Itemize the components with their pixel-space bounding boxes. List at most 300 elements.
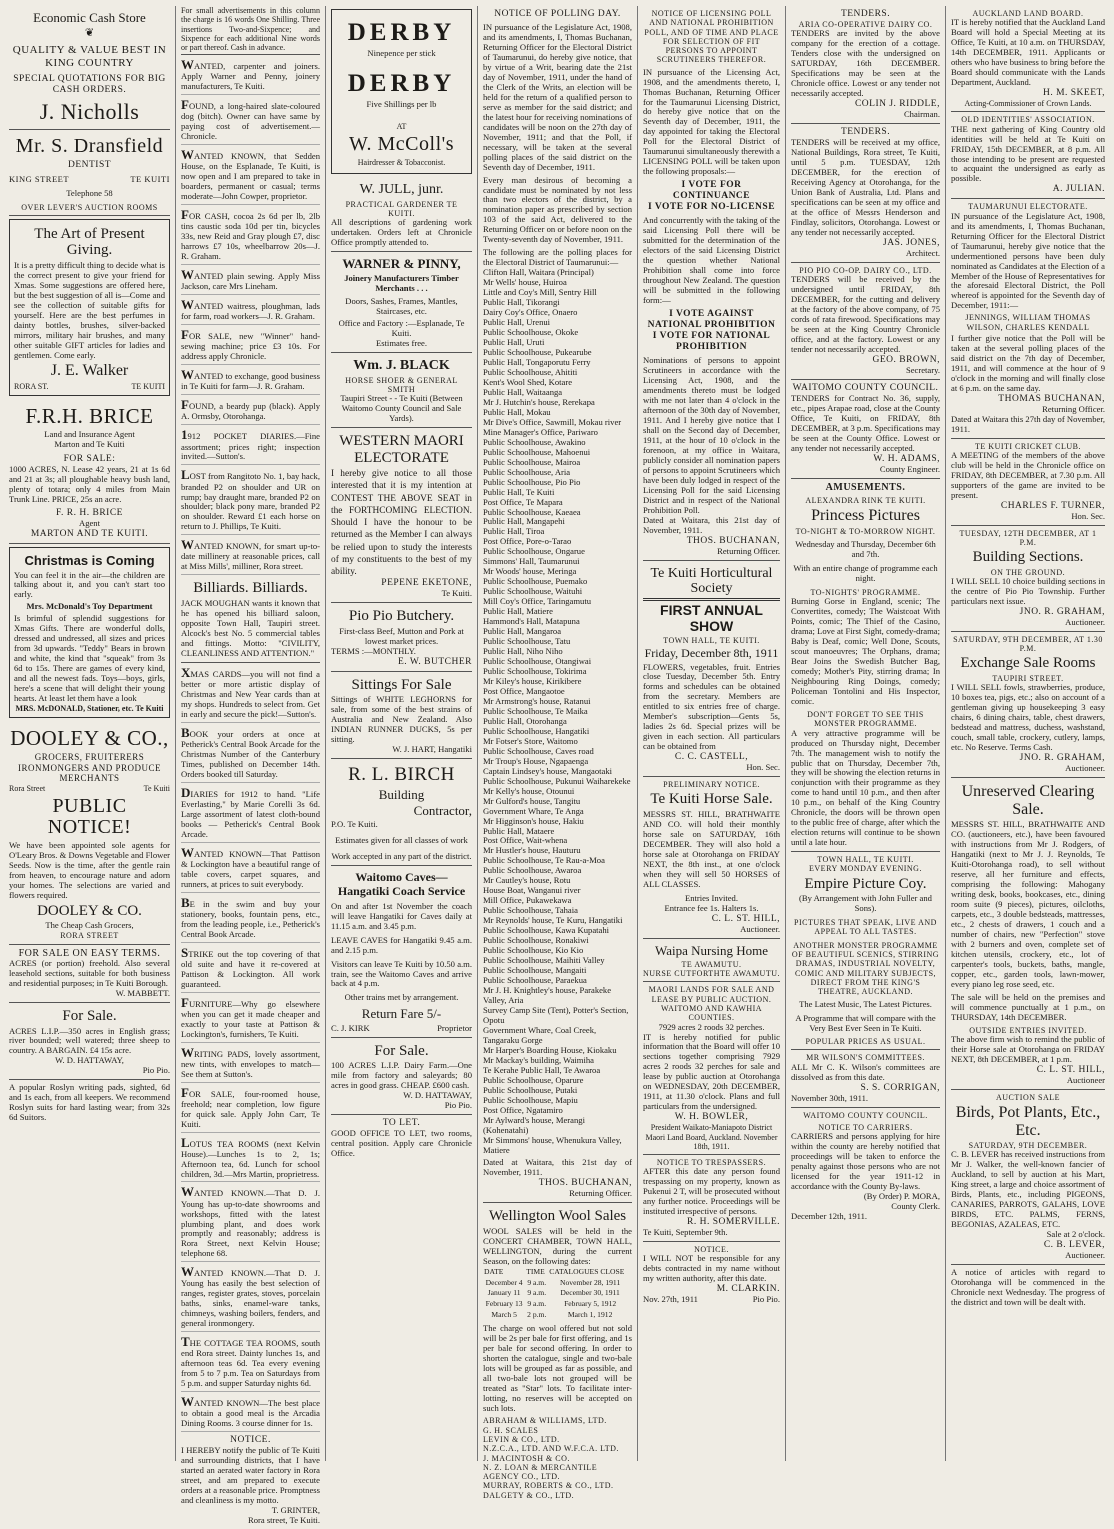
polling-place: Mr Simmons' house, Whenukura Valley, Matiere: [483, 1134, 622, 1155]
economic-cash-store-ad: [9, 6, 170, 130]
brice-name: F.R.H. BRICE: [25, 404, 154, 429]
small-ad-item: FOR SALE, new "Winner" hand-sewing machine; price £3 10s. For address apply Chronicle.: [181, 325, 320, 365]
grinter-signature: T. GRINTER,: [271, 1505, 320, 1516]
dooley-street: Rora Street: [9, 783, 46, 793]
land-board-ad: [951, 6, 1105, 112]
polling-place: Public Schoolhouse, Pukearube: [483, 347, 592, 358]
hort-signature: C. C. CASTELL,: [674, 752, 749, 763]
piopio-signature: GEO. BROWN,: [872, 354, 940, 365]
polling-place: House Boat, Wanganui river: [483, 885, 581, 896]
land-role: Acting-Commissioner of Crown Lands.: [964, 99, 1092, 109]
cricket-role: Hon. Sec.: [1071, 510, 1105, 521]
polling-place: Public Hall, Matiere: [483, 606, 553, 617]
birch-work: Work accepted in any part of the district.: [331, 851, 472, 862]
public-notice-title: PUBLIC NOTICE!: [47, 794, 132, 838]
dooley2-title: DOOLEY & CO.: [37, 902, 142, 919]
wool-cell: March 5: [491, 1309, 517, 1319]
licensing-notice: [643, 6, 780, 561]
polling-places-list: [483, 268, 632, 1155]
horse-title: Te Kuiti Horse Sale.: [650, 791, 773, 808]
brice-ad: [9, 399, 170, 544]
derby-at: AT: [396, 121, 407, 131]
small-ad-item: FOR SALE, four-roomed house, freehold; near completion, low figure for quick sale. Apply John Carr, Te Kuiti.: [181, 1083, 320, 1133]
every-monday: EVERY MONDAY EVENING.: [809, 864, 922, 874]
aria-tenders-ad: [791, 6, 940, 124]
polling-place: Mr Armstrong's house, Ratanui: [483, 695, 591, 706]
wool-firm: MURRAY, ROBERTS & CO., LTD.: [483, 1481, 614, 1491]
western-maori-title: WESTERN MAORI ELECTORATE: [339, 433, 464, 466]
waitomo-body: TENDERS for Contract No. 36, supply, etc., pipes Arapae road, close at the County Office, Te Kuiti, on FRIDAY, 8th DECEMBER, at 3 p.m. Specifications may be seen at the County Office. Lowest or any tender not necessarily accepted.: [791, 392, 940, 453]
maori-lands-ad: [643, 982, 780, 1155]
tolet-title: TO LET.: [382, 1118, 421, 1129]
electorate-title: TAUMARUNUI ELECTORATE.: [968, 202, 1088, 212]
table-row: [483, 1278, 632, 1289]
kirk-signature: C. J. KIRK: [331, 1022, 370, 1033]
mccoll-sub: Hairdresser & Tobacconist.: [357, 158, 446, 168]
small-ad-item: DIARIES for 1912 to hand. "Life Everlasting," by Marie Corelli 3s 6d. Large assortment of latest cloth-bound books — Petherick's Central Book Arcade.: [181, 783, 320, 843]
polling-place: Public Hall, Uruti: [483, 337, 545, 348]
small-ad-item: WANTED to exchange, good business in Te Kuiti for farm—J. R. Graham.: [181, 365, 320, 395]
notice2-date: Nov. 27th, 1911: [643, 1294, 698, 1305]
easy-terms-ad: [9, 945, 170, 1003]
piopio-dairy-ad: [791, 263, 940, 380]
polling-place: Public Hall, Niho Niho: [483, 646, 563, 657]
dentist-street: KING STREET: [9, 173, 70, 184]
polling-place: Mr Dive's Office, Sawmill, Mokau river: [483, 416, 622, 427]
store-special: SPECIAL QUOTATIONS FOR BIG CASH ORDERS.: [13, 73, 166, 95]
brice-body: 1000 ACRES, N. Lease 42 years, 21 at 1s 6d and 21 at 3s; all ploughable heavy bush land, plenty of totara; only 4 miles from Main Trunk Line. PRICE, 25s an acre.: [9, 464, 170, 505]
exchange-sale-ad: [951, 632, 1105, 778]
polling-place: Mr Woods' house, Meringa: [483, 566, 577, 577]
store-name: Economic Cash Store: [33, 10, 146, 25]
exchange-role: Auctioneer.: [1065, 763, 1105, 774]
billiards-body: JACK MOUGHAN wants it known that he has opened his billiard saloon, opposite Town Hall, Taupiri street. Alcock's best No. 5 commercial tables and fittings. Motto: "CIVILITY, CLEANLINESS AND ATTENTION.": [181, 597, 320, 658]
wool-sales-ad: [483, 1203, 632, 1502]
polling-place: Mr Harper's Boarding House, Kiokaku: [483, 1044, 617, 1055]
store-tagline: QUALITY & VALUE BEST IN KING COUNTRY: [12, 44, 167, 69]
small-ad-item: THE COTTAGE TEA ROOMS, south end Rora street. Dainty lunches 1s, and afternoon teas 6d. Tea every evening from 5 to 7 p.m. Tea on Saturdays from 5 p.m. and supper Saturday nights 6d.: [181, 1332, 320, 1392]
tenders1-signature: COLIN J. RIDDLE,: [854, 99, 940, 110]
licensing-title: NOTICE OF LICENSING POLL AND NATIONAL PROHIBITION POLL, AND OF TIME AND PLACE FOR SELECTION OF FIT PERSONS TO APPOINT SCRUTINEERS THEREFOR.: [644, 9, 779, 65]
exchange-date: SATURDAY, 9TH DECEMBER, AT 1.30 P.M.: [953, 634, 1103, 654]
change-line: With an entire change of programme each night.: [793, 563, 938, 584]
cricket-title: TE KUITI CRICKET CLUB.: [975, 441, 1081, 451]
building-sections-ad: [951, 526, 1105, 632]
horticultural-ad: [643, 561, 780, 778]
princess-title: Princess Pictures: [811, 507, 920, 525]
dentist-name: Mr. S. Dransfield: [15, 134, 164, 157]
caves-visitors: Visitors can leave Te Kuiti by 10.50 a.m. train, see the Waitomo Caves and arrive back at 4 p.m.: [331, 958, 472, 989]
black-ad: [331, 353, 472, 428]
mabbett-signature: W. MABBETT.: [115, 988, 170, 999]
wool-body: WOOL SALES will be held in the CONCERT CHAMBER, TOWN HALL, WELLINGTON, during the current Season, on the following dates:: [483, 1225, 632, 1266]
polling-body-3: The following are the polling places for the Electoral District of Taumarunui:—: [483, 247, 632, 268]
wilson-signature: S. S. CORRIGAN,: [860, 1082, 940, 1093]
xmas-body: Is brimful of splendid suggestions for Xmas Gifts. There are wonderful dolls, dressed and undressed, all sizes and prices from 3d upwards. "Teddy" Bears in brown and white, the kind that "squeak" from 3s 6d to 15s. There are games of every kind, and all the newest fads. Toys—boys, girls, here's a scene that will delight their young hearts. At least let them have a look: [14, 613, 165, 704]
warner-sub: Joinery Manufacturers Timber Merchants . . .: [344, 272, 459, 293]
land-title: AUCKLAND LAND BOARD.: [972, 9, 1084, 18]
eketone-signature: PEPENE EKETONE,: [381, 578, 472, 589]
polling-place: Mr Mackay's building, Waimiha: [483, 1054, 594, 1065]
piopio-role: Secretary.: [905, 364, 940, 375]
caves-coach-ad: [331, 866, 472, 1037]
brice-location: Marton and Te Kuiti: [54, 439, 125, 450]
small-ad-item: WANTED KNOWN, that Sedden House, on the Esplanade, Te Kuiti, is now open and I am prepared to take in boarders, permanent or casual; terms moderate—John Cowper, proprietor.: [181, 145, 320, 205]
polling-place: Public Hall, Mataere: [483, 825, 555, 836]
billiards-ad: [181, 575, 320, 662]
column-2: [176, 6, 326, 1526]
sittings-body: Sittings of WHITE LEGHORNS for sale, from some of the best strains of Australia and New Zealand. Also INDIAN RUNNER DUCKS, 5s per sitting.: [331, 694, 472, 744]
polling-place: Mill Office, Pukawekawa: [483, 895, 572, 906]
exchange-title: Exchange Sale Rooms: [960, 655, 1096, 672]
piopio-body: TENDERS will be received by the undersigned until FRIDAY, 8th DECEMBER, for the cutting and delivery at the factory of the above company, of 75 cords of rata firewood. Specifications may be seen at the King Country Chronicle office, and at the factory. Lowest or any tender not necessarily accepted.: [791, 274, 940, 354]
exchange-location: TAUPIRI STREET.: [992, 673, 1064, 683]
closing-note: [951, 1265, 1105, 1311]
maori-lands-signature: W. H. BOWLER,: [674, 1112, 749, 1123]
birch-location: P.O. Te Kuiti.: [331, 819, 378, 830]
sections-date: TUESDAY, 12TH DECEMBER, AT 1 P.M.: [959, 528, 1097, 547]
table-row: [483, 1299, 632, 1310]
dooley-title: DOOLEY & CO.,: [10, 726, 169, 751]
xmas-title: Christmas is Coming: [24, 553, 155, 569]
townhall-line: TOWN HALL, TE KUITI.: [817, 855, 914, 865]
roslyn-ad: [9, 1080, 170, 1126]
warner-ad: [331, 252, 472, 353]
clarkin-notice: [643, 1242, 780, 1308]
tenders1-title: TENDERS.: [840, 9, 891, 19]
sections-title: Building Sections.: [972, 549, 1084, 566]
identities-signature: A. JULIAN.: [1052, 184, 1105, 195]
polling-place: Dairy Coy's Office, Onaero: [483, 307, 578, 318]
jull-sub: PRACTICAL GARDENER TE KUITI.: [345, 199, 458, 219]
tenders2-role: Architect.: [905, 247, 940, 258]
wool-table-header: [483, 1267, 632, 1278]
small-ad-item: FURNITURE—Why go elsewhere when you can get it made cheaper and exactly to your taste at Pattison & Lockington's, furnishers, Te Kuiti.: [181, 993, 320, 1043]
birds-title: Birds, Pot Plants, Etc., Etc.: [955, 1103, 1101, 1139]
polling-place: Public Schoolhouse, Tokirima: [483, 666, 587, 677]
small-ad-item: WANTED KNOWN—That Pattison & Lockington have a beautiful range of table covers, carpet squares, and runners, at prices to suit everybody.: [181, 843, 320, 893]
licensing-role: Returning Officer.: [717, 545, 780, 556]
polling-place: Little and Coy's Mill, Sentry Hill: [483, 287, 597, 298]
tonight-line: TO-NIGHT & TO-MORROW NIGHT.: [795, 527, 936, 536]
small-ad-item: LOTUS TEA ROOMS (next Kelvin House).—Lunches 1s to 2, 1s; Afternoon tea, 6d. Lunch for school children, 3d.—Mrs Martin, proprietress.: [181, 1133, 320, 1183]
small-ad-item: WANTED plain sewing. Apply Miss Jackson, care Mrs Lineham.: [181, 265, 320, 295]
maori-lands-role: President Waikato-Maniapoto District Maori Land Board, Auckland. November 18th, 1911.: [645, 1123, 778, 1151]
wool-cell: February 5, 1912: [564, 1299, 617, 1309]
empire-body: PICTURES THAT SPEAK, LIVE AND APPEAL TO ALL TASTES.: [794, 918, 937, 937]
carriers-body: CARRIERS and persons applying for hire within the county are hereby notified that proceedings will be taken to enforce the penalty against those persons who are not licensed for the year 1911-12 in accordance with the County By-laws.: [791, 1131, 940, 1192]
polling-place: Public Schoolhouse, Tatu: [483, 636, 571, 647]
birds-date: SATURDAY, 9TH DECEMBER.: [968, 1141, 1088, 1151]
polling-place: Public Schoolhouse, Te Maika: [483, 705, 588, 716]
electorate-body-2: I further give notice that the Poll will be taken at the several polling places of the said district on the 7th day of December, 1911, and will commence at the hour of 9 o'clock in the morning and will finally close at 6 p.m. on the same day.: [951, 332, 1105, 393]
tenders2-signature: JAS. JONES,: [883, 237, 940, 248]
polling-place: Public Schoolhouse, Caves road: [483, 745, 594, 756]
polling-place: Mr Kiley's house, Kirikibere: [483, 675, 582, 686]
polling-place: Public Hall, Otorohanga: [483, 715, 567, 726]
polling-place: Public Hall, Tikorangi: [483, 297, 560, 308]
polling-place: Public Schoolhouse, Ongarue: [483, 546, 585, 557]
christmas-ad: [9, 547, 170, 718]
licensing-body-3: Nominations of persons to appoint Scrutineers in accordance with the Licensing Act, 1908, and the amendments thereto must be lodged with me not later than 4 o'clock in the afternoon of the 30th day of November, 1911. And I hereby give notice that I shall on the Second day of December, 1911, at the hour of 10 o'clock in the forenoon, at my office in Waitara, publicly consider all nomination papers of persons to appoint Scrutineers which have been duly lodged in respect of the Licensing Poll for the said Licensing District and in respect of the National Prohibition Poll.: [643, 355, 780, 515]
sittings-signature: W. J. HART, Hangatiki: [392, 743, 472, 754]
column-3: [326, 6, 478, 1461]
wool-cell: November 28, 1911: [560, 1277, 621, 1287]
eketone-location: Te Kuiti.: [441, 588, 472, 599]
polling-place: Public Schoolhouse, Kawa Kupatahi: [483, 925, 610, 936]
polling-place: Public Schoolhouse, Kaeaea: [483, 506, 581, 517]
sittings-ad: [331, 672, 472, 759]
tenders1-role: Chairman.: [903, 109, 940, 120]
polling-place: Public Schoolhouse, Kio Kio: [483, 945, 584, 956]
dooley-ad: [9, 721, 170, 944]
cricket-club-ad: [951, 439, 1105, 526]
polling-place: Mr Gulford's house, Tangitu: [483, 795, 581, 806]
polling-place: Public Schoolhouse, Mahoenui: [483, 446, 591, 457]
clearing-invited: OUTSIDE ENTRIES INVITED.: [969, 1025, 1087, 1035]
licensing-dated: Dated at Waitara, this 21st day of November, 1911.: [643, 514, 780, 535]
polling-place: Mr Hustler's house, Hauturu: [483, 845, 581, 856]
polling-place: Government Whare, Coal Creek, Tangaraku Gorge: [483, 1024, 597, 1045]
forsale3-title: For Sale.: [374, 1042, 429, 1059]
vote-no-license: I VOTE FOR NO-LICENSE: [647, 202, 776, 213]
wilson-date: November 30th, 1911.: [791, 1092, 869, 1103]
jull-ad: [331, 177, 472, 252]
wool-cell: 9 a.m.: [527, 1288, 547, 1298]
programme-title: TO-NIGHTS' PROGRAMME.: [810, 588, 921, 598]
sections-signature: JNO. R. GRAHAM,: [1019, 606, 1105, 617]
electorate-role: Returning Officer.: [1042, 403, 1105, 414]
caves-title: Waitomo Caves—Hangatiki Coach Service: [337, 870, 466, 898]
polling-place: Public Hall, Mangapehi: [483, 516, 565, 527]
polling-signature: THOS. BUCHANAN,: [538, 1178, 632, 1189]
waitomo-title: WAITOMO COUNTY COUNCIL.: [792, 382, 939, 393]
cricket-signature: CHARLES F. TURNER,: [1000, 500, 1105, 511]
waitomo-role: County Engineer.: [879, 463, 940, 474]
derby-price-2: Five Shillings per lb: [366, 98, 437, 109]
polling-place: Mr Troup's House, Ngapaenga: [483, 755, 589, 766]
polling-place: Government Whare, Te Anga: [483, 805, 584, 816]
clearing-body-2: The sale will be held on the premises and will commence punctually at 1 p.m., on THURSDAY, 14th DECEMBER.: [951, 991, 1105, 1022]
polling-place: Public Schoolhouse, Mairoa: [483, 456, 581, 467]
butchery-title: Pio Pio Butchery.: [348, 608, 455, 625]
nursing-location: TE AWAMUTU.: [681, 959, 742, 969]
vote-continuance: I VOTE FOR CONTINUANCE: [672, 180, 751, 202]
horse-entries: Entries Invited.: [685, 892, 738, 903]
polling-place: Mr J. H. Knightley's house, Parakeke Valley, Aria: [483, 985, 612, 1005]
derby-heading-2: DERBY: [347, 69, 456, 97]
dooley2-sub: The Cheap Cash Grocers,: [45, 920, 134, 931]
exchange-body: I WILL SELL fowls, strawberries, produce, 10 boxes tea, pigs, etc.; also on account of a gentleman giving up housekeeping 3 easy chairs, 6 dining chairs, table, chest drawers, bedstead and mattress, duchess, washstand, couch, small table, crockery, cutlery, lamps, etc. No Reserve. Terms Cash.: [951, 682, 1105, 753]
polling-place: Public Schoolhouse, Pukunui Waiharekeke: [483, 775, 631, 786]
trespass-title: NOTICE TO TRESPASSERS.: [656, 1158, 767, 1168]
closing-body: A notice of articles with regard to Otorohanga will be commenced in the Chronicle next Wednesday. The progress of the district and town will be dealt with.: [951, 1267, 1105, 1308]
wool-cell: 9 a.m.: [527, 1299, 547, 1309]
forsale-title: For Sale.: [62, 1008, 117, 1024]
horse-role: Auctioneer.: [740, 923, 780, 934]
nicholls-name: J. Nicholls: [39, 98, 140, 124]
polling-place: Post Office, Mangaotoe: [483, 685, 565, 696]
notice2-signature: M. CLARKIN.: [716, 1284, 780, 1295]
small-ad-item: XMAS CARDS—you will not find a better or more artistic display of Christmas and New Year cards than at my shops. Hundreds to select from. Get in early and secure the pick!—Sutton's.: [181, 663, 320, 723]
wool-cell: February 13: [485, 1299, 523, 1309]
tenders1-body: TENDERS are invited by the above company for the erection of a cottage. Tenders close with the undersigned on SATURDAY, 16th DECEMBER. Specifications may be seen at the Chronicle office. Lowest or any tender not necessarily accepted.: [791, 28, 940, 99]
nursing-nurse: NURSE CUTFORTH: [643, 969, 720, 979]
polling-place: Public Hall, Tongaporutu Ferry: [483, 356, 591, 367]
polling-place: Public Hall, Mangaroa: [483, 626, 562, 637]
polling-place: Mr Reynolds' house, Te Kuru, Hangatiki: [483, 915, 623, 926]
polling-body-2: Every man desirous of becoming a candidate must be nominated by not less than two electors of the district, by a nomination paper as prescribed by section 103 of the said Act, delivered to the Returning Officer on or before noon on the Twenty-seventh day of November, 1911.: [483, 174, 632, 245]
polling-place: Mr Higginson's house, Hakiu: [483, 815, 584, 826]
table-row: [483, 1310, 632, 1321]
empire-title: Empire Picture Coy.: [804, 875, 927, 892]
polling-title: NOTICE OF POLLING DAY.: [494, 9, 621, 19]
dentist-ad: [9, 130, 170, 216]
grinter-location: Rora street, Te Kuiti.: [247, 1515, 320, 1526]
polling-place: Mr Kelly's house, Otounui: [483, 785, 575, 796]
hort-date: Friday, December 8th, 1911: [644, 646, 779, 661]
western-maori-body: I hereby give notice to all those interested that it is my intention at CONTEST THE ABOVE SEAT in the FORTHCOMING ELECTION. Should I have the honour to be returned as the Member I can always be relied upon to study the interests of my constituents to the best of my ability.: [331, 469, 472, 577]
empire-body-2: ANOTHER MONSTER PROGRAMME OF BEAUTIFUL SCENICS, STIRRING DRAMAS, INDUSTRIAL NOVELTY, COMIC AND MILITARY SUBJECTS, DIRECT FROM THE KING'S THEATRE, AUCKLAND.: [791, 940, 940, 997]
small-ad-item: LOST from Rangitoto No. 1, bay hack, branded P2 on shoulder and UR on rump; bay draught mare, branded P2 on shoulder; black pony mare, branded P2 on shoulder. Reward £1 each horse on return to J. Phillips, Te Kuiti.: [181, 465, 320, 535]
roslyn-body: A popular Roslyn writing pads, sighted, 6d and 1s each, from all keepers. We recommend Roslyn suits for hard lasting wear; from 32s 6d Suitors.: [9, 1082, 170, 1123]
xmas-intro: You can feel it in the air—the children are talking about it, and you can't start too early.: [14, 569, 165, 600]
maori-lands-acres: 7929 acres 2 roods 32 perches.: [658, 1021, 765, 1032]
polling-place: Public Schoolhouse, Waituhi: [483, 586, 583, 597]
small-ad-item: BOOK your orders at once at Petherick's Central Book Arcade for the Christmas Number of the Canterbury Times, published on December 14th. Orders booked till Saturday.: [181, 723, 320, 783]
derby-heading-1: DERBY: [347, 19, 456, 46]
programme-body: Burning Gorse in England, scenic; The Convertites, comedy; The Waistcoat With Points, comic; The Thief of the Casino, drama; Love at First Sight, comedy-drama; Baby is Deaf, comic; Well Done, Scouts, scout manoeuvres; The Orphans, drama; Bear Joins the Swedish Butcher Bag, comedy; Mother's Pity, stirring drama; In Neighbouring Ring Doings, comedy; Policeman Tontolini and His Inspector, comic.: [791, 596, 940, 707]
polling-place: Public Hall, Te Kuiti: [483, 486, 555, 497]
gift-title: The Art of Present Giving.: [34, 225, 145, 259]
polling-place: Public Schoolhouse, Aria: [483, 466, 571, 477]
small-ads-list: [181, 55, 320, 575]
birch-estimates: Estimates given for all classes of work: [335, 835, 468, 846]
maori-lands-title: MAORI LANDS FOR SALE AND LEASE BY PUBLIC AUCTION.: [648, 985, 775, 1004]
tenders1-sub: ARIA CO-OPERATIVE DAIRY CO.: [798, 20, 933, 30]
clearing-title: Unreserved Clearing Sale.: [961, 782, 1095, 818]
hort-title: Te Kuiti Horticultural Society: [650, 565, 773, 596]
maori-lands-sub: WAITOMO AND KAWHIA COUNTIES.: [660, 1004, 763, 1023]
polling-place: Post Office, Ngatamiro: [483, 1104, 563, 1115]
black-sub: HORSE SHOER & GENERAL SMITH: [345, 375, 458, 395]
smallads-note: For small advertisements in this column the charge is 16 words One Shilling. Three insertions Two-and-Sixpence; and Sixpence for each additional Nine words or part thereof. Cash in advance.: [181, 6, 320, 55]
dentist-town: TE KUITI: [130, 173, 170, 184]
warner-estimates: Estimates free.: [375, 338, 428, 349]
forsale-ad-col1: [9, 1003, 170, 1080]
column-5: [638, 6, 786, 1461]
dont-forget: DON'T FORGET TO SEE THIS MONSTER PROGRAMME.: [807, 710, 924, 729]
waitomo-council-ad: [791, 380, 940, 479]
tenders2-body: TENDERS will be received at my office, National Buildings, Rora street, Te Kuiti, until 5 p.m. TUESDAY, 12th DECEMBER, for the erection of Receiving Agency at Otorohanga, for the Union Bank of Australia, Ltd. Plans and specifications can be seen at my office and at the office of Messrs Henderson and Findlay, solicitors, Otorohanga. Lowest or any tender not necessarily accepted.: [791, 137, 940, 237]
derby-price-1: Ninepence per stick: [367, 48, 436, 58]
clearing-sale-ad: [951, 778, 1105, 1090]
licensing-body-2: And concurrently with the taking of the said Licensing Poll there will be submitted for the determination of the electors of the said Licensing District the question whether National Prohibition shall come into force throughout New Zealand. The question will be submitted in the following form:—: [643, 215, 780, 306]
wilson-body: ALL Mr C. K. Wilson's committees are dissolved as from this date.: [791, 1061, 940, 1082]
birch-ad: [331, 759, 472, 866]
table-row: [483, 1288, 632, 1299]
small-ad-item: WRITING PADS, lovely assortment, new tints, with envelopes to match—See them at Sutton's.: [181, 1043, 320, 1083]
nursing-title: Waipa Nursing Home: [654, 942, 769, 958]
horse-signature: C. L. ST. HILL,: [711, 913, 780, 924]
mccoll-name: W. McColl's: [348, 133, 455, 156]
small-ad-item: BE in the swim and buy your stationery, books, fountain pens, etc., from the leading people, i.e., Petherick's Central Book Arcade.: [181, 893, 320, 943]
nursing-home-ad: [643, 939, 780, 983]
butchery-terms: TERMS :—MONTHLY.: [331, 645, 416, 656]
tolet-body: GOOD OFFICE TO LET, two rooms, central position. Apply care Chronicle Office.: [331, 1128, 472, 1158]
polling-place: Mr Wells' house, Huiroa: [483, 277, 567, 288]
piopio-title: PIO PIO CO-OP. DAIRY CO., LTD.: [799, 265, 932, 275]
waitomo-signature: W. H. ADAMS,: [873, 453, 940, 464]
carriers-signature: (By Order) P. MORA,: [863, 1191, 940, 1202]
grinter-notice: [181, 1432, 320, 1529]
notice2-title: NOTICE.: [694, 1245, 729, 1255]
hort-role: Hon. Sec.: [746, 762, 780, 773]
small-ad-item: WANTED, carpenter and joiners. Apply Warner and Penny, joinery manufacturers, Te Kuiti.: [181, 55, 320, 95]
polling-place: Public Schoolhouse, Paraekua: [483, 975, 587, 986]
forsale-ad-col3: [331, 1038, 472, 1115]
birch-sub-2: Contractor,: [413, 803, 472, 819]
polling-place: Public Schoolhouse, Putaki: [483, 1084, 578, 1095]
small-ad-item: FOR CASH, cocoa 2s 6d per lb, 2lb tins caustic soda 10d per tin, bicycles 33s, new Reid and Gray plough £7, disc harrows £7 10s, wheelbarrow 20s—J. R. Graham.: [181, 205, 320, 265]
polling-place: Public Schoolhouse, Otangiwai: [483, 656, 592, 667]
wool-header-cell: TIME: [526, 1266, 545, 1276]
hattaway-signature: W. D. HATTAWAY,: [55, 1055, 124, 1066]
small-ad-item: WANTED KNOWN—The best place to obtain a good meal is the Arcadia Dining Rooms. 3 course dinner for 1s.: [181, 1392, 320, 1432]
polling-place: Public Hall, Mokau: [483, 406, 551, 417]
polling-place: Captain Lindsey's house, Mangaotaki: [483, 765, 612, 776]
wool-firms-list: [483, 1416, 632, 1499]
land-signature: H. M. SKEET,: [1042, 88, 1105, 99]
wool-cell: December 30, 1911: [560, 1288, 620, 1298]
polling-dated: Dated at Waitara, this 21st day of November, 1911.: [483, 1157, 632, 1178]
wool-cell: 9 a.m.: [527, 1277, 547, 1287]
birds-body: C. B. LEVER has received instructions from Mr J. Walker, the well-known fancier of Auckland, to sell by auction at his Mart, King street, a large and choice assortment of Birds, Plants, etc., including PIGEONS, CANARIES, PARROTS, GALAHS, LOVE BIRDS, ETC. PALMS, FERNS, BEGONIAS, AZALEAS, ETC.: [951, 1149, 1105, 1230]
wed-thu-line: Wednesday and Thursday, December 6th and 7th.: [795, 539, 936, 560]
small-ad-item: 1912 POCKET DIARIES.—Fine assortment; prices right; inspection invited.—Sutton's.: [181, 425, 320, 465]
licensing-signature: THOS. BUCHANAN,: [686, 535, 780, 546]
polling-place: Mine Manager's Office, Pariwaro: [483, 426, 598, 437]
jull-body: All descriptions of gardening work undertaken. Orders left at Chronicle Office promptly attended to.: [331, 217, 472, 248]
amusements-title: AMUSEMENTS.: [825, 481, 906, 493]
small-ad-item: STRIKE out the top covering of that old suite and have it re-covered at Pattison & Lockington. All work guaranteed.: [181, 943, 320, 993]
small-ads-list-2: [181, 663, 320, 1433]
dooley-town: Te Kuiti: [143, 783, 170, 793]
butchery-signature: E. W. BUTCHER: [397, 656, 472, 667]
walker-town: TE KUITI: [131, 382, 165, 392]
identities-body: THE next gathering of King Country old identities will be held at Te Kuiti on FRIDAY, 15th DECEMBER, at 8 p.m. All those intending to be present are requested to acquaint the undersigned as early as possible.: [951, 123, 1105, 184]
notice2-location: Pio Pio.: [752, 1294, 780, 1305]
small-ad-item: WANTED KNOWN, for smart up-to-date millinery at reasonable prices, call at Miss Mills', milliner, Rora street.: [181, 535, 320, 575]
polling-place: Public Hall, Waitaanga: [483, 386, 563, 397]
birds-role: Auctioneer.: [1065, 1250, 1105, 1261]
caves-other: Other trains met by arrangement.: [344, 992, 459, 1003]
polling-place: Public Schoolhouse, Te Rau-a-Moa: [483, 855, 605, 866]
column-6: [786, 6, 946, 1461]
easy-terms-body: ACRES (or portion) freehold. Also several leasehold sections, suitable for both business and residential purposes; in Te Kuiti Borough.: [9, 958, 170, 989]
polling-place: Mr Fotser's Store, Waitomo: [483, 735, 578, 746]
polling-place: Public Schoolhouse, Ahititi: [483, 366, 578, 377]
exchange-signature: JNO. R. GRAHAM,: [1019, 753, 1105, 763]
black-name: Wm. J. BLACK: [353, 358, 450, 374]
polling-place: Survey Camp Site (Tent), Potter's Section, Opotu: [483, 1004, 629, 1025]
carriers-notice: [791, 1108, 940, 1225]
carriers-title: NOTICE TO CARRIERS.: [818, 1122, 913, 1132]
jones-tenders-ad: [791, 124, 940, 263]
carriers-date: December 12th, 1911.: [791, 1210, 868, 1221]
polling-place: Public Schoolhouse, Okoke: [483, 327, 579, 338]
walker-street: RORA ST.: [14, 382, 49, 392]
